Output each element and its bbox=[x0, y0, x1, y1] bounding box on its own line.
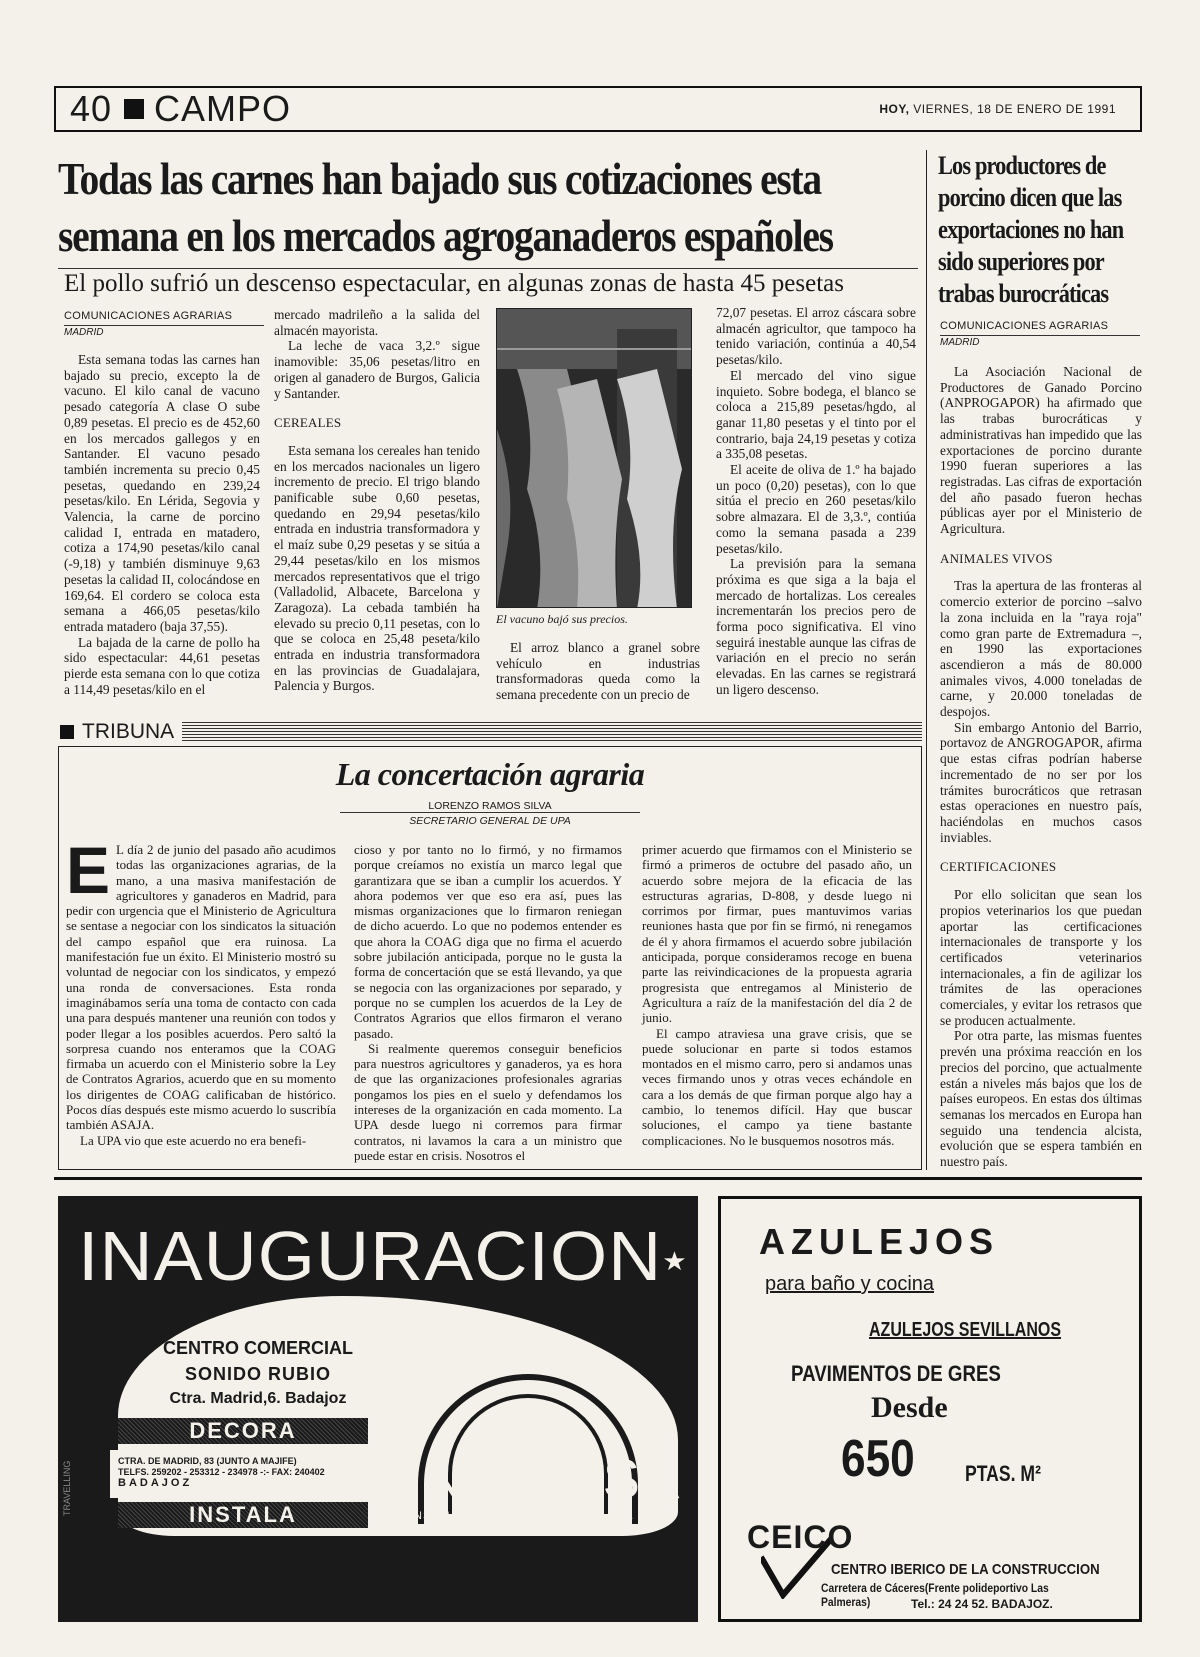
opinion-author-rule bbox=[340, 812, 640, 813]
drop-cap: E bbox=[66, 833, 111, 907]
newspaper-name: HOY, bbox=[879, 102, 910, 116]
paragraph: Si realmente queremos conseguir beneficios para nuestros agricultores y ganaderos, ya es hora de que las organizaciones profesionales agrarias pongamos los pies en el suelo y defendamos los intereses de la organización en cada momento. La UPA desde luego ni corremos para firmar contratos, ni lavamos la cara a un ministro que puede estar en crisis. Nosotros el bbox=[354, 1040, 622, 1163]
paragraph: La Asociación Nacional de Productores de Ganado Porcino (ANPROGAPOR) ha afirmado que las trabas burocráticas y administrativas han impedido que las exportaciones de porcino durante 1990 fueran superiores a las registradas. Las cifras de exportación del año pasado fueron hechas públicas ayer por el Ministerio de Agricultura. bbox=[940, 364, 1142, 537]
page-number: 40 bbox=[70, 88, 113, 129]
subsection-heading: CERTIFICACIONES bbox=[940, 859, 1057, 875]
paragraph: Tras la apertura de las fronteras al comercio exterior de porcino –salvo la zona incluida en la "raya roja" como gran parte de Extremadura –, en 1990 las exportaciones ascendieron a más de 80.000 animales vivos, 4.000 toneladas de carne, y 20.000 toneladas de despojos. bbox=[940, 578, 1142, 720]
ad-azulejos-unit: PTAS. M² bbox=[965, 1461, 1041, 1486]
ad-line-3: Ctra. Madrid,6. Badajoz bbox=[169, 1390, 347, 1407]
ad-line-2: SONIDO RUBIO bbox=[184, 1364, 331, 1384]
headline-line-1: Todas las carnes han bajado sus cotizaciones esta bbox=[58, 153, 821, 204]
article-photo bbox=[496, 308, 692, 608]
paragraph: El mercado del vino sigue inquieto. Sobre bodega, el blanco se coloca a 215,89 pesetas/hgdo, al ganar 11,80 pesetas y el tinto por el contrario, baja 24,19 pesetas y cotiza a 335,08 pesetas. bbox=[716, 367, 916, 462]
sidebar-headline: Los productores de porcino dicen que las exportaciones no han sido superiores por trabas burocráticas bbox=[938, 151, 1124, 308]
paragraph: L día 2 de junio del pasado año acudimos todas las organizaciones agrarias, de la mano, a una masiva manifestación de agricultores y ganaderos en Madrid, para pedir con urgencia que el Ministerio de Agricultura se sentase a negociar con los sindicatos la situación del campo español que era ruinosa. La manifestación fue un éxito. El Ministerio mostró su voluntad de negociar con los sindicatos, y empezó una ronda de conversaciones. Esta ronda imaginábamos sería una toma de contacto con cada una para después mantener una reunión con todos y poder llegar a los posibles acuerdos. Pero saltó la sorpresa cuando nos enteramos que la COAG firmaba un acuerdo con el Ministerio sobre la Ley de Contratos Agrarios, acuerdo que en su momento los dirigentes de COAG calificaban de histórico. Pocos días después este mismo acuerdo lo suscribía también ASAJA. bbox=[66, 842, 336, 1133]
ad-azulejos bbox=[718, 1196, 1142, 1622]
ad-inauguracion bbox=[58, 1196, 698, 1622]
ad-azulejos-desde: Desde bbox=[871, 1391, 948, 1424]
section-title: CAMPO bbox=[154, 88, 292, 129]
opinion-author-role: SECRETARIO GENERAL DE UPA bbox=[409, 815, 571, 827]
square-bullet-icon bbox=[124, 99, 144, 119]
ad-line-1: CENTRO COMERCIAL bbox=[163, 1338, 353, 1358]
opinion-column-3 bbox=[642, 842, 912, 1148]
tribuna-label-text: TRIBUNA bbox=[82, 720, 175, 743]
main-column-3 bbox=[496, 640, 700, 703]
page-header bbox=[54, 86, 1142, 132]
ad-vertical-credit: TRAVELLING bbox=[62, 1460, 72, 1516]
paragraph: Esta semana los cereales han tenido en los mercados nacionales un ligero incremento de precio. El trigo blando panificable sube 0,60 pesetas, quedando en 29,94 pesetas/kilo entrada en industria transformadora y el maíz sube 0,29 pesetas y se sitúa a 29,44 pesetas/kilo en los mismos mercados representativos que el trigo (Valladolid, Albacete, Barcelona y Zaragoza). La cebada también ha elevado su precio 0,11 pesetas, con lo que se coloca en 25,48 peseta/kilo entrada en industria transformadora en las provincias de Guadalajara, Palencia y Burgos. bbox=[274, 442, 480, 694]
photo-caption: El vacuno bajó sus precios. bbox=[496, 612, 628, 626]
headline-rule bbox=[58, 268, 918, 269]
subsection-heading: ANIMALES VIVOS bbox=[940, 550, 1053, 566]
sidebar-column bbox=[940, 364, 1142, 1170]
ad-company-phone: Tel.: 24 24 52. BADAJOZ. bbox=[911, 1597, 1053, 1611]
ad-azulejos-price: 650 bbox=[841, 1430, 915, 1488]
ad-phones: TELFS. 259202 - 253312 - 234978 -:- FAX: 240402 bbox=[118, 1467, 325, 1477]
ad-inauguracion-title bbox=[78, 1216, 688, 1296]
paragraph: Por ello solicitan que sean los propios veterinarios los que puedan aportar las certificaciones internacionales de transporte y los certificados veterinarios internacionales, a fin de agilizar los trámites de las operaciones comerciales, y evitar los retrasos que se producen actualmente. bbox=[940, 887, 1142, 1028]
paragraph: La previsión para la semana próxima es que siga a la baja el mercado de hortalizas. Los cereales incrementarán los precios pero de forma poco significativa. El vino seguirá inestable aunque las cifras de variación en el precio no serán elevadas. En las carnes se registrará un ligero descenso. bbox=[716, 556, 916, 697]
star-icon: ★ bbox=[662, 1246, 688, 1277]
main-agency: COMUNICACIONES AGRARIAS bbox=[64, 310, 233, 322]
opinion-column-2 bbox=[354, 842, 622, 1163]
paragraph: Por otra parte, las mismas fuentes prevén una próxima reacción en los precios del porcino, que actualmente están a niveles más bajos que los de países europeos. En estas dos últimas semanas los mercados en Europa han seguido una tendencia alcista, evolución que se espera también en nuestro país. bbox=[940, 1028, 1142, 1170]
paragraph: El campo atraviesa una grave crisis, que se puede solucionar en parte si todos estamos montados en el mismo carro, pero si andamos unas veces firmando unos y otras veces echándole en cara a los demás de que firman porque algo hay a cambio, lo tenemos difícil. Hay que buscar soluciones, el campo ya tiene bastante complicaciones. No le busquemos nosotros más. bbox=[642, 1025, 912, 1148]
paragraph: El arroz blanco a granel sobre vehículo en industrias transformadoras queda como la semana precedente con un precio de bbox=[496, 640, 700, 703]
ad-decora: DECORA bbox=[118, 1418, 368, 1444]
subsection-heading: CEREALES bbox=[274, 415, 342, 431]
ad-azulejos-sub1: para baño y cocina bbox=[765, 1273, 935, 1295]
ceico-logo-text: CEICO bbox=[747, 1519, 854, 1555]
paragraph: primer acuerdo que firmamos con el Ministerio se firmó a primeros de octubre del pasado año, un acuerdo sobre mejora de la eficacia de las estructuras agrarias, D-808, y desde luego ni corrimos por firmar, pues mantuvimos varias reuniones hasta que por fin se firmó, ni renegamos de él y ahora firmamos el acuerdo sobre jubilación anticipada, porque consideramos recoge en buena parte las reivindicaciones de la propuesta agraria progresista que entregamos al Ministerio de Agricultura a raíz de la manifestación del día 2 de junio. bbox=[642, 842, 912, 1026]
opinion-title: La concertación agraria bbox=[335, 756, 645, 792]
sidebar-place: MADRID bbox=[940, 337, 980, 348]
opinion-column-1 bbox=[66, 833, 336, 1148]
sidebar-agency: COMUNICACIONES AGRARIAS bbox=[940, 320, 1109, 332]
ad-azulejos-title: AZULEJOS bbox=[759, 1221, 1000, 1262]
paragraph: La UPA vio que este acuerdo no era benefi- bbox=[80, 1132, 307, 1148]
ad-azulejos-sub2: AZULEJOS SEVILLANOS bbox=[869, 1319, 1062, 1341]
tribuna-label bbox=[60, 720, 174, 744]
headline-line-2: semana en los mercados agroganaderos españoles bbox=[58, 210, 833, 261]
paragraph: cioso y por tanto no lo firmó, y no firmamos porque creíamos no existía un marco legal que garantizara que se iban a cumplir los acuerdos. Y ahora podemos ver que eso era así, pues las mismas organizaciones que lo firmaron reniegan de dicho acuerdo. Lo que no podemos entender es que ahora la COAG diga que no firma el acuerdo sobre jubilación anticipada, porque no le gusta la forma de concertación que se está llevando, ya que se negocia con las organizaciones por separado, y porque no se cumplen los acuerdos de la Ley de Contratos Agrarios que ellos firmaron el verano pasado. bbox=[354, 842, 622, 1041]
main-column-4 bbox=[716, 305, 916, 698]
paragraph: Esta semana todas las carnes han bajado su precio, excepto la de vacuno. El kilo canal de vacuno pesado categoría A clase O sube 0,89 pesetas. El precio es de 452,60 en los mercados gallegos y en Santander. El vacuno pesado también incrementa su precio 0,45 pesetas, quedando en 239,24 pesetas/kilo. En Lérida, Segovia y Valencia, la carne de porcino calidad I, entrada en matadero, cotiza a 174,90 pesetas/kilo canal (-9,18) y también disminuye 9,63 pesetas la calidad II, colocándose en 169,64. El cordero se coloca esta semana a 466,05 pesetas/kilo entrada matadero (baja 37,55). bbox=[64, 352, 260, 634]
ad-title-text: INAUGURACION bbox=[78, 1217, 663, 1295]
tribuna-rule-lines bbox=[182, 722, 922, 742]
paragraph: 72,07 pesetas. El arroz cáscara sobre almacén agricultor, que tampoco ha tenido variación, continúa a 40,54 pesetas/kilo. bbox=[716, 305, 916, 368]
paragraph: La bajada de la carne de pollo ha sido espectacular: 44,61 pesetas pierde esta semana con lo que cotiza a 114,49 pesetas/kilo en el bbox=[64, 634, 260, 697]
ad-azulejos-sub3: PAVIMENTOS DE GRES bbox=[791, 1361, 1001, 1386]
main-column-1 bbox=[64, 352, 260, 697]
main-subheadline: El pollo sufrió un descenso espectacular, en algunas zonas de hasta 45 pesetas bbox=[64, 270, 844, 297]
ad-city: BADAJOZ bbox=[118, 1477, 193, 1489]
ad-contact-box bbox=[110, 1450, 368, 1498]
ad-company-address: Carretera de Cáceres(Frente polideportivo Las Palmeras) bbox=[821, 1581, 1049, 1609]
ad-address: CTRA. DE MADRID, 83 (JUNTO A MAJIFE) bbox=[118, 1456, 297, 1466]
ad-incomsa-sub: INSTALACIONES COMERCIALES S.A. bbox=[410, 1510, 635, 1522]
ad-instala: INSTALA bbox=[118, 1502, 368, 1528]
sidebar-agency-rule bbox=[940, 335, 1140, 336]
main-column-2 bbox=[274, 307, 480, 694]
paragraph: Sin embargo Antonio del Barrio, portavoz de ANGROGAPOR, afirma que estas cifras podrían haberse incrementado de no ser por los trámites burocráticos que retrasan estas operaciones en nuestro país, haciéndolas en muchos casos inviables. bbox=[940, 719, 1142, 845]
ad-incomsa-logo: INCOMSA bbox=[406, 1447, 682, 1510]
main-place: MADRID bbox=[64, 327, 104, 338]
sidebar-divider bbox=[926, 150, 927, 1170]
opinion-author: LORENZO RAMOS SILVA bbox=[428, 800, 552, 812]
paragraph: mercado madrileño a la salida del almacén mayorista. bbox=[274, 307, 480, 338]
main-headline bbox=[58, 150, 918, 264]
paragraph: La leche de vaca 3,2.º sigue inamovible: 35,06 pesetas/litro en origen al ganadero de Burgos, Galicia y Santander. bbox=[274, 338, 480, 401]
issue-date bbox=[879, 102, 1140, 116]
agency-rule bbox=[64, 325, 264, 326]
paragraph: El aceite de oliva de 1.º ha bajado un poco (0,20) pesetas), con lo que sitúa el precio en 260 pesetas/kilo sobre almazara. El de 3,3.º, contiúa como la semana pasada a 239 pesetas/kilo. bbox=[716, 462, 916, 556]
hanging-meat-photo-icon bbox=[497, 309, 692, 608]
ad-company-name: CENTRO IBERICO DE LA CONSTRUCCION bbox=[831, 1561, 1100, 1578]
date-text: VIERNES, 18 DE ENERO DE 1991 bbox=[913, 102, 1116, 116]
square-bullet-icon bbox=[60, 725, 74, 739]
ads-divider bbox=[54, 1177, 1142, 1180]
